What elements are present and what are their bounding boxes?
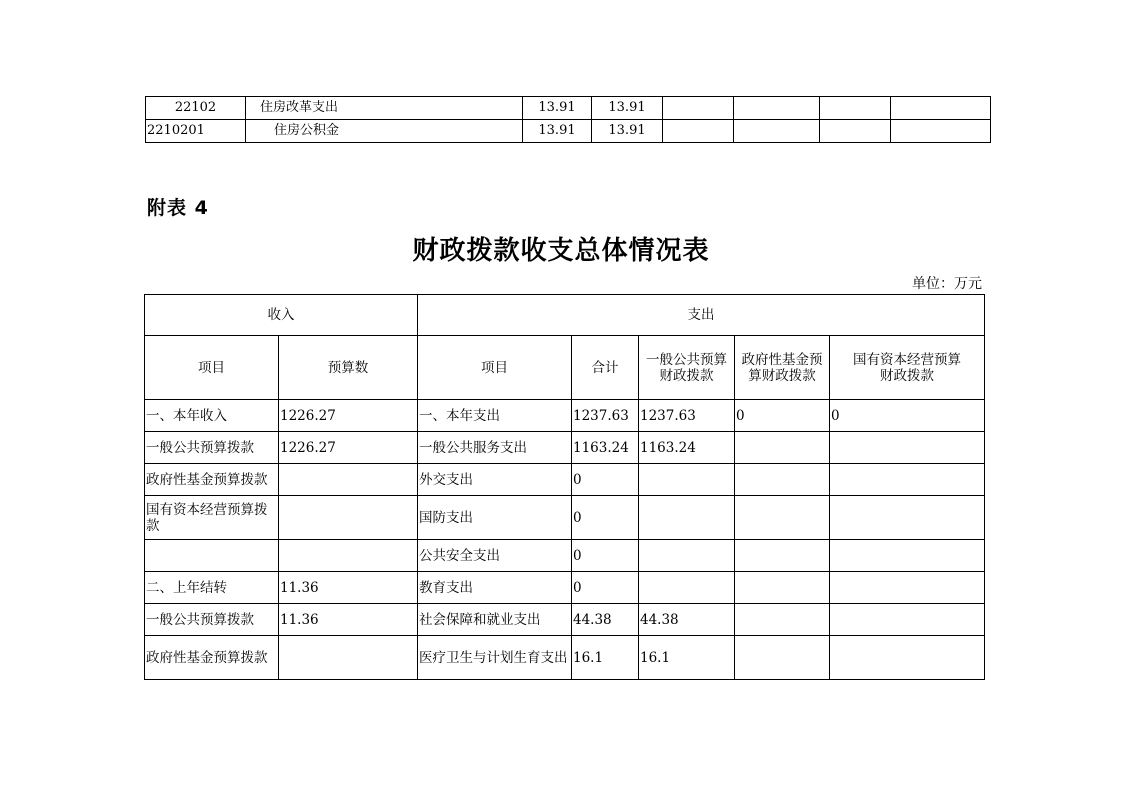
expense-item: 社会保障和就业支出 bbox=[418, 604, 572, 636]
total-value: 13.91 bbox=[523, 120, 592, 143]
expense-total: 0 bbox=[572, 572, 639, 604]
total-value: 13.91 bbox=[523, 97, 592, 120]
subject-code: 22102 bbox=[146, 97, 246, 120]
expense-fund-header: 政府性基金预算财政拨款 bbox=[735, 336, 830, 400]
income-budget bbox=[279, 464, 418, 496]
expense-general bbox=[639, 496, 735, 540]
subject-name: 住房改革支出 bbox=[246, 97, 523, 120]
expense-item: 国防支出 bbox=[418, 496, 572, 540]
expense-item: 外交支出 bbox=[418, 464, 572, 496]
income-item: 一、本年收入 bbox=[145, 400, 279, 432]
expense-total: 44.38 bbox=[572, 604, 639, 636]
income-budget: 1226.27 bbox=[279, 400, 418, 432]
expense-total: 0 bbox=[572, 464, 639, 496]
empty-cell bbox=[891, 97, 991, 120]
income-budget: 11.36 bbox=[279, 572, 418, 604]
expense-general: 1237.63 bbox=[639, 400, 735, 432]
expense-fund bbox=[735, 540, 830, 572]
expense-total: 0 bbox=[572, 496, 639, 540]
table-row bbox=[146, 120, 991, 143]
expense-state: 0 bbox=[830, 400, 985, 432]
expense-fund bbox=[735, 464, 830, 496]
expense-item-header: 项目 bbox=[418, 336, 572, 400]
table-row bbox=[145, 572, 985, 604]
column-header-row bbox=[145, 336, 985, 400]
income-item: 一般公共预算拨款 bbox=[145, 604, 279, 636]
expense-group-header: 支出 bbox=[418, 295, 985, 336]
page-title: 财政拨款收支总体情况表 bbox=[412, 236, 710, 266]
empty-cell bbox=[734, 120, 820, 143]
income-budget bbox=[279, 636, 418, 680]
table-row bbox=[145, 540, 985, 572]
table-row bbox=[145, 604, 985, 636]
table-row bbox=[145, 496, 985, 540]
income-budget bbox=[279, 496, 418, 540]
expense-fund bbox=[735, 432, 830, 464]
expense-fund: 0 bbox=[735, 400, 830, 432]
fiscal-appropriation-table bbox=[144, 294, 985, 680]
empty-cell bbox=[663, 120, 734, 143]
expense-item: 公共安全支出 bbox=[418, 540, 572, 572]
subject-name: 住房公积金 bbox=[246, 120, 523, 143]
table-row bbox=[145, 432, 985, 464]
expense-total-header: 合计 bbox=[572, 336, 639, 400]
income-item: 二、上年结转 bbox=[145, 572, 279, 604]
income-budget-header: 预算数 bbox=[279, 336, 418, 400]
expense-item: 教育支出 bbox=[418, 572, 572, 604]
expense-state bbox=[830, 572, 985, 604]
expense-state bbox=[830, 540, 985, 572]
empty-cell bbox=[891, 120, 991, 143]
expense-state bbox=[830, 464, 985, 496]
group-header-row bbox=[145, 295, 985, 336]
expense-general: 44.38 bbox=[639, 604, 735, 636]
income-item: 国有资本经营预算拨款 bbox=[145, 496, 279, 540]
income-item bbox=[145, 540, 279, 572]
income-budget: 11.36 bbox=[279, 604, 418, 636]
basic-value: 13.91 bbox=[592, 120, 663, 143]
expense-fund bbox=[735, 604, 830, 636]
expense-total: 1163.24 bbox=[572, 432, 639, 464]
table-row bbox=[145, 464, 985, 496]
expense-state bbox=[830, 636, 985, 680]
expense-state bbox=[830, 496, 985, 540]
empty-cell bbox=[820, 120, 891, 143]
expense-total: 16.1 bbox=[572, 636, 639, 680]
expense-general bbox=[639, 464, 735, 496]
table-row bbox=[146, 97, 991, 120]
income-item: 政府性基金预算拨款 bbox=[145, 636, 279, 680]
expense-general: 1163.24 bbox=[639, 432, 735, 464]
expense-item: 一、本年支出 bbox=[418, 400, 572, 432]
expense-general bbox=[639, 572, 735, 604]
expense-general-header: 一般公共预算财政拨款 bbox=[639, 336, 735, 400]
continued-expense-table bbox=[145, 96, 991, 143]
empty-cell bbox=[663, 97, 734, 120]
income-item: 一般公共预算拨款 bbox=[145, 432, 279, 464]
expense-fund bbox=[735, 496, 830, 540]
expense-fund bbox=[735, 572, 830, 604]
income-budget bbox=[279, 540, 418, 572]
expense-item: 一般公共服务支出 bbox=[418, 432, 572, 464]
table-row bbox=[145, 400, 985, 432]
subject-code: 2210201 bbox=[146, 120, 246, 143]
appendix-label: 附表 4 bbox=[147, 197, 209, 219]
expense-general: 16.1 bbox=[639, 636, 735, 680]
expense-item: 医疗卫生与计划生育支出 bbox=[418, 636, 572, 680]
expense-general bbox=[639, 540, 735, 572]
empty-cell bbox=[820, 97, 891, 120]
expense-state bbox=[830, 432, 985, 464]
income-budget: 1226.27 bbox=[279, 432, 418, 464]
basic-value: 13.91 bbox=[592, 97, 663, 120]
income-item-header: 项目 bbox=[145, 336, 279, 400]
income-item: 政府性基金预算拨款 bbox=[145, 464, 279, 496]
expense-fund bbox=[735, 636, 830, 680]
table-row bbox=[145, 636, 985, 680]
unit-label: 单位：万元 bbox=[912, 276, 982, 292]
expense-total: 0 bbox=[572, 540, 639, 572]
income-group-header: 收入 bbox=[145, 295, 418, 336]
expense-state bbox=[830, 604, 985, 636]
empty-cell bbox=[734, 97, 820, 120]
expense-state-header: 国有资本经营预算财政拨款 bbox=[830, 336, 985, 400]
expense-total: 1237.63 bbox=[572, 400, 639, 432]
